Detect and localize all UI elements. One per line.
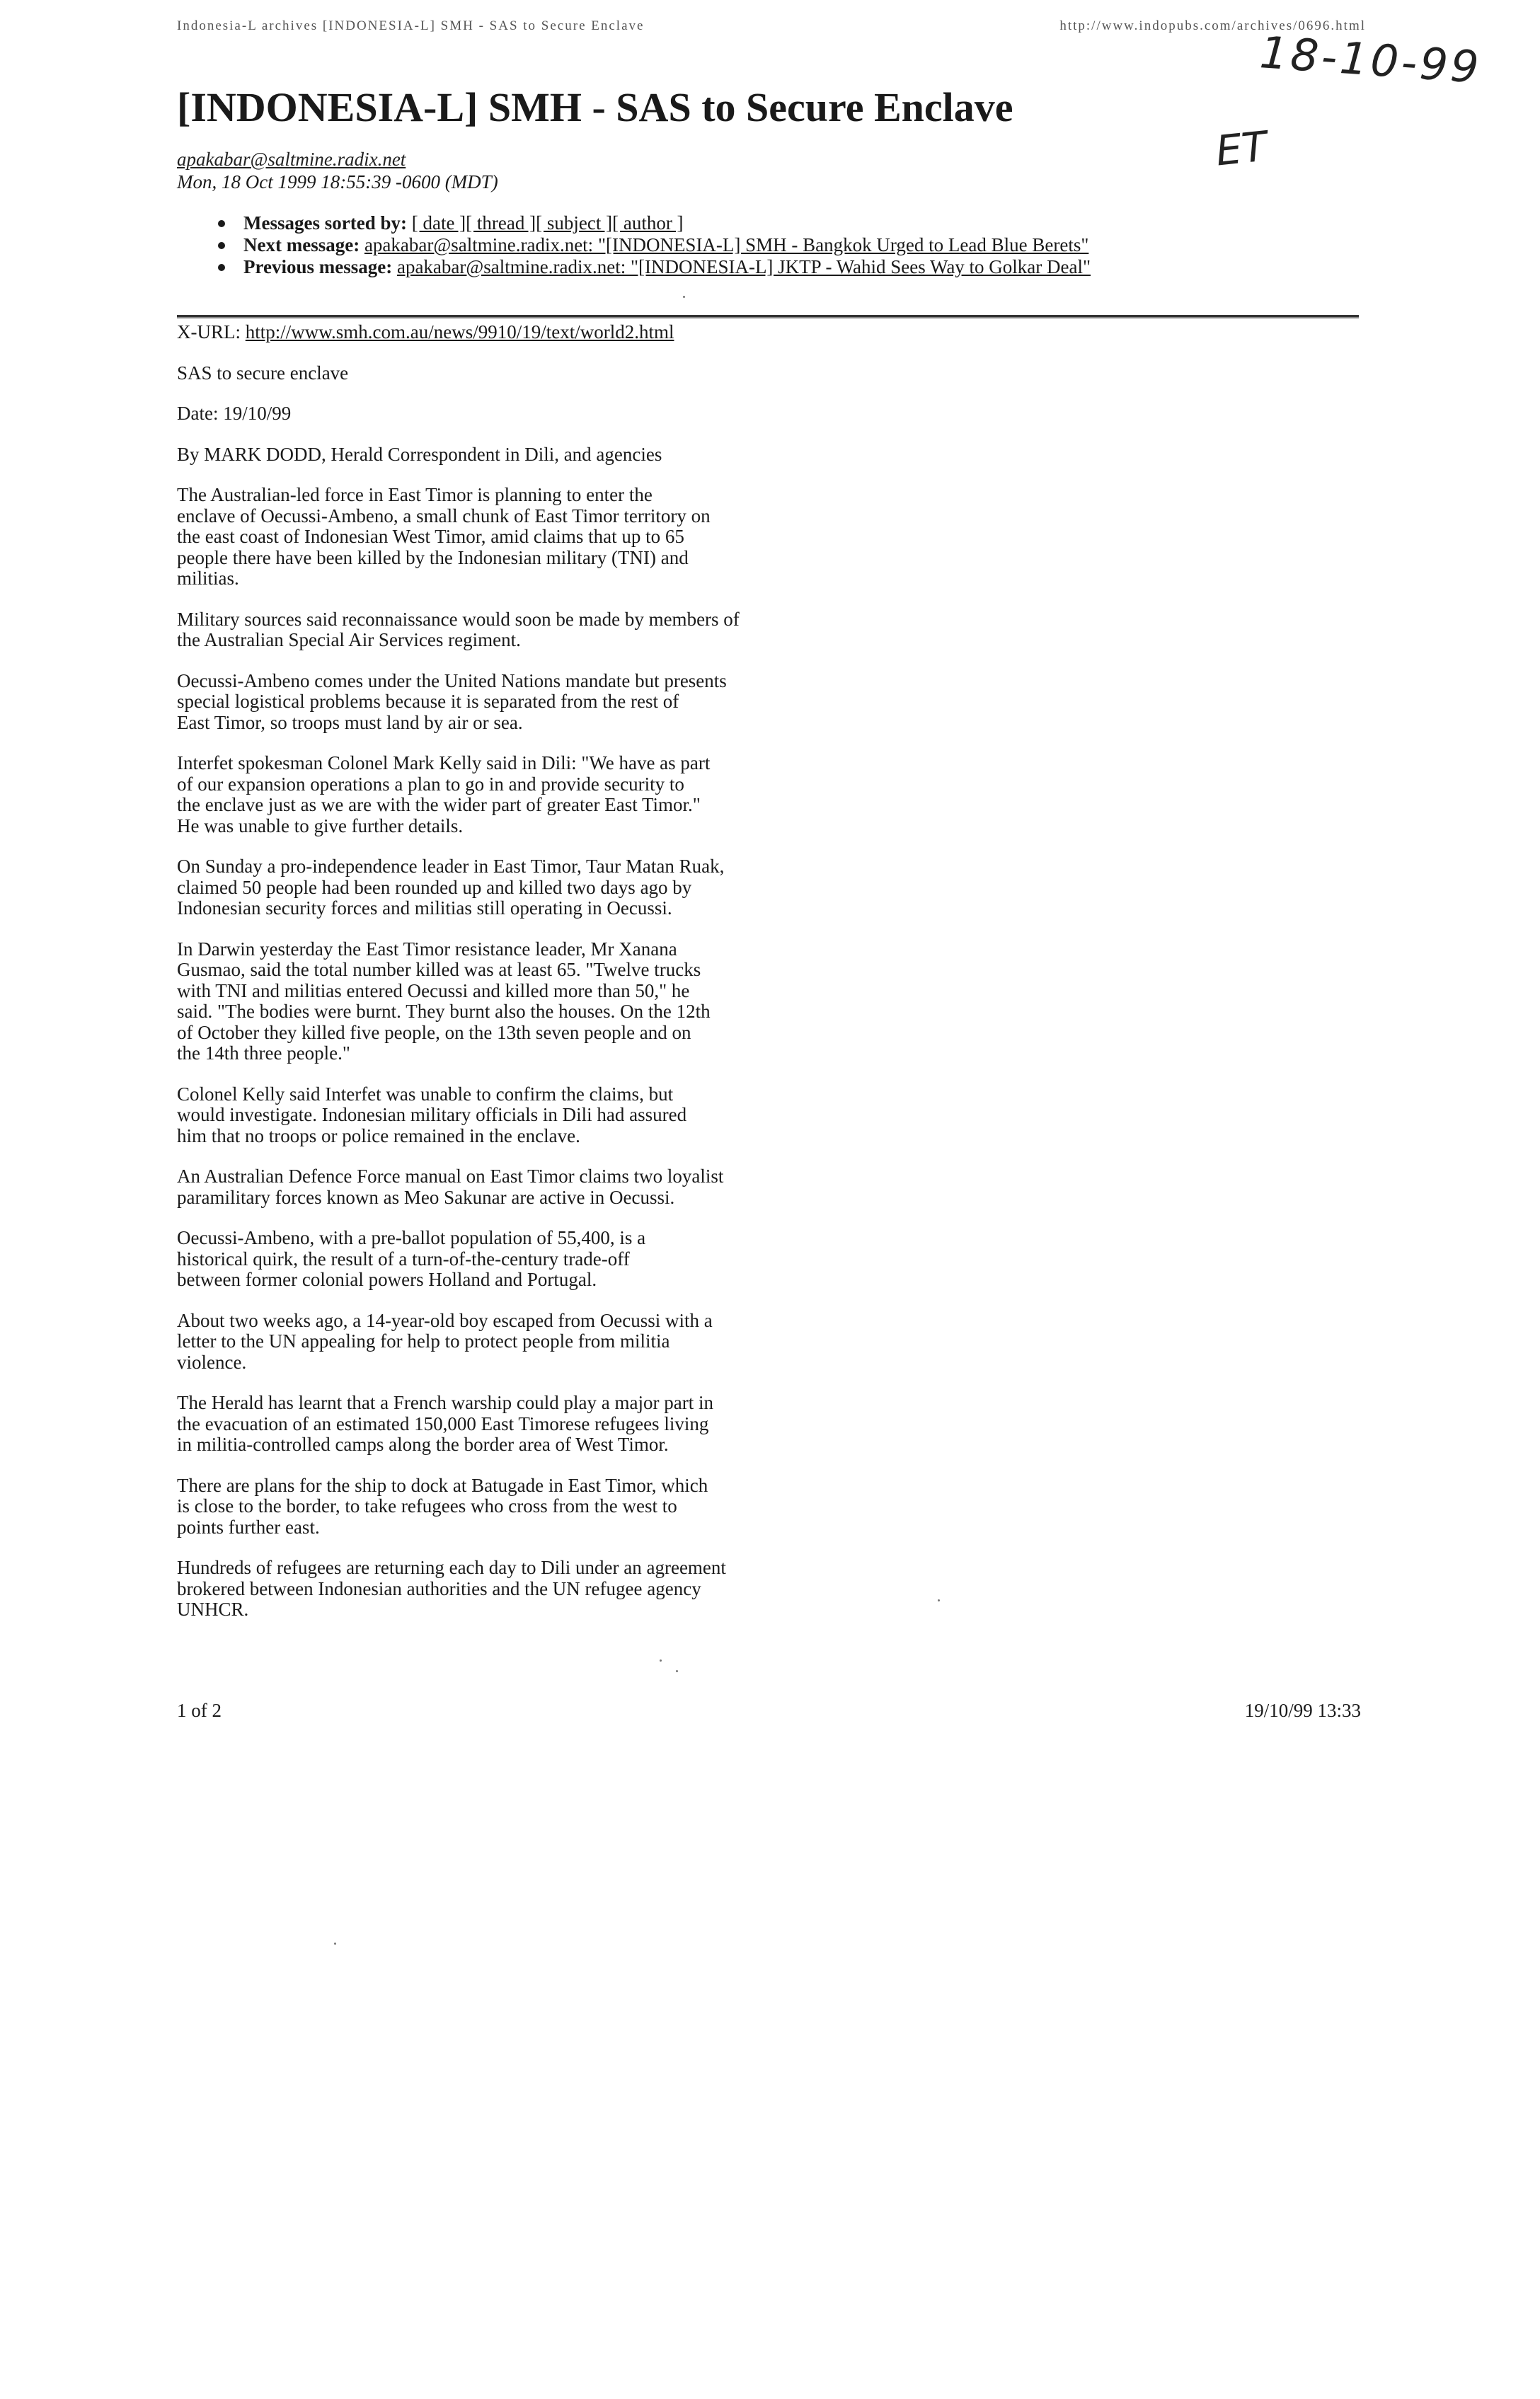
article-paragraph: An Australian Defence Force manual on East Timor claims two loyalist paramilitary forces known as Meo Sakunar are active in Oecussi. <box>177 1166 724 1208</box>
post-date: Mon, 18 Oct 1999 18:55:39 -0600 (MDT) <box>177 171 498 192</box>
article-paragraph: Colonel Kelly said Interfet was unable to confirm the claims, but would investigate. Indonesian military officials in Dili had assured him that no troops or police remained in the enclave. <box>177 1083 687 1146</box>
print-header-title: Indonesia-L archives [INDONESIA-L] SMH - SAS to Secure Enclave <box>177 18 645 33</box>
article-body <box>177 322 814 1640</box>
sort-links-item <box>205 212 1091 234</box>
x-url-label: X-URL: <box>177 321 241 343</box>
sort-by-subject-link[interactable]: [ subject ] <box>536 212 613 234</box>
previous-message-item <box>205 256 1091 278</box>
x-url-link[interactable]: http://www.smh.com.au/news/9910/19/text/world2.html <box>245 321 674 343</box>
next-message-item <box>205 234 1091 256</box>
author-email-link[interactable]: apakabar@saltmine.radix.net <box>177 149 406 170</box>
previous-message-link[interactable]: apakabar@saltmine.radix.net: "[INDONESIA-L] JKTP - Wahid Sees Way to Golkar Deal" <box>396 256 1091 277</box>
article-paragraph: On Sunday a pro-independence leader in East Timor, Taur Matan Ruak, claimed 50 people had been rounded up and killed two days ago by Indonesian security forces and militias still operating in Oecussi. <box>177 856 725 919</box>
article-paragraph: There are plans for the ship to dock at Batugade in East Timor, which is close to the border, to take refugees who cross from the west to points further east. <box>177 1474 708 1538</box>
article-paragraph: The Australian-led force in East Timor is planning to enter the enclave of Oecussi-Ambeno, a small chunk of East Timor territory on the east coast of Indonesian West Timor, amid claims that up to 65 people there have been killed by the Indonesian military (TNI) and militias. <box>177 484 711 589</box>
print-header-url: http://www.indopubs.com/archives/0696.html <box>1059 18 1366 33</box>
article-paragraph: Military sources said reconnaissance would soon be made by members of the Australian Special Air Services regiment. <box>177 608 740 650</box>
article-paragraph: The Herald has learnt that a French warship could play a major part in the evacuation of an estimated 150,000 East Timorese refugees living in militia-controlled camps along the border area of West Timor. <box>177 1392 713 1455</box>
article-paragraph: About two weeks ago, a 14-year-old boy escaped from Oecussi with a letter to the UN appealing for help to protect people from militia violence. <box>177 1309 713 1373</box>
article-paragraph: Hundreds of refugees are returning each day to Dili under an agreement brokered between Indonesian authorities and the UN refugee agency UNHCR. <box>177 1557 726 1620</box>
article-dateline: Date: 19/10/99 <box>177 403 292 424</box>
sort-by-date-link[interactable]: [ date ] <box>411 212 466 234</box>
sorted-by-label: Messages sorted by: <box>243 212 407 234</box>
article-byline: By MARK DODD, Herald Correspondent in Dili, and agencies <box>177 443 662 465</box>
scan-speck <box>334 1943 336 1945</box>
sort-by-thread-link[interactable]: [ thread ] <box>466 212 536 234</box>
page-number: 1 of 2 <box>177 1700 222 1721</box>
print-timestamp: 19/10/99 13:33 <box>1244 1700 1361 1721</box>
message-navigation <box>205 212 1091 278</box>
article-paragraph: Interfet spokesman Colonel Mark Kelly said in Dili: "We have as part of our expansion operations a plan to go in and provide security to the enclave just as we are with the wider part of greater East Timor." He was unable to give further details. <box>177 752 711 836</box>
sort-by-author-link[interactable]: [ author ] <box>612 212 684 234</box>
horizontal-rule <box>177 315 1359 318</box>
page-title: [INDONESIA-L] SMH - SAS to Secure Enclave <box>177 84 1013 130</box>
x-url-line <box>177 322 814 343</box>
article-paragraph: Oecussi-Ambeno comes under the United Nations mandate but presents special logistical problems because it is separated from the rest of East Timor, so troops must land by air or sea. <box>177 669 727 733</box>
scan-speck <box>676 1670 678 1672</box>
next-message-label: Next message: <box>243 234 360 255</box>
scan-speck <box>683 296 685 298</box>
previous-message-label: Previous message: <box>243 256 393 277</box>
next-message-link[interactable]: apakabar@saltmine.radix.net: "[INDONESIA-L] SMH - Bangkok Urged to Lead Blue Berets" <box>364 234 1089 255</box>
handwritten-initials: ET <box>1213 122 1270 176</box>
article-headline: SAS to secure enclave <box>177 362 349 384</box>
article-paragraph: In Darwin yesterday the East Timor resistance leader, Mr Xanana Gusmao, said the total number killed was at least 65. "Twelve trucks with TNI and militias entered Oecussi and killed more than 50," he said. "The bodies were burnt. They burnt also the houses. On the 12th of October they killed five people, on the 13th seven people and on the 14th three people." <box>177 938 711 1064</box>
handwritten-date: 18-10-99 <box>1258 26 1483 93</box>
article-paragraph: Oecussi-Ambeno, with a pre-ballot population of 55,400, is a historical quirk, the result of a turn-of-the-century trade-off between former colonial powers Holland and Portugal. <box>177 1227 646 1290</box>
scan-speck <box>660 1659 662 1662</box>
scan-speck <box>938 1599 940 1601</box>
